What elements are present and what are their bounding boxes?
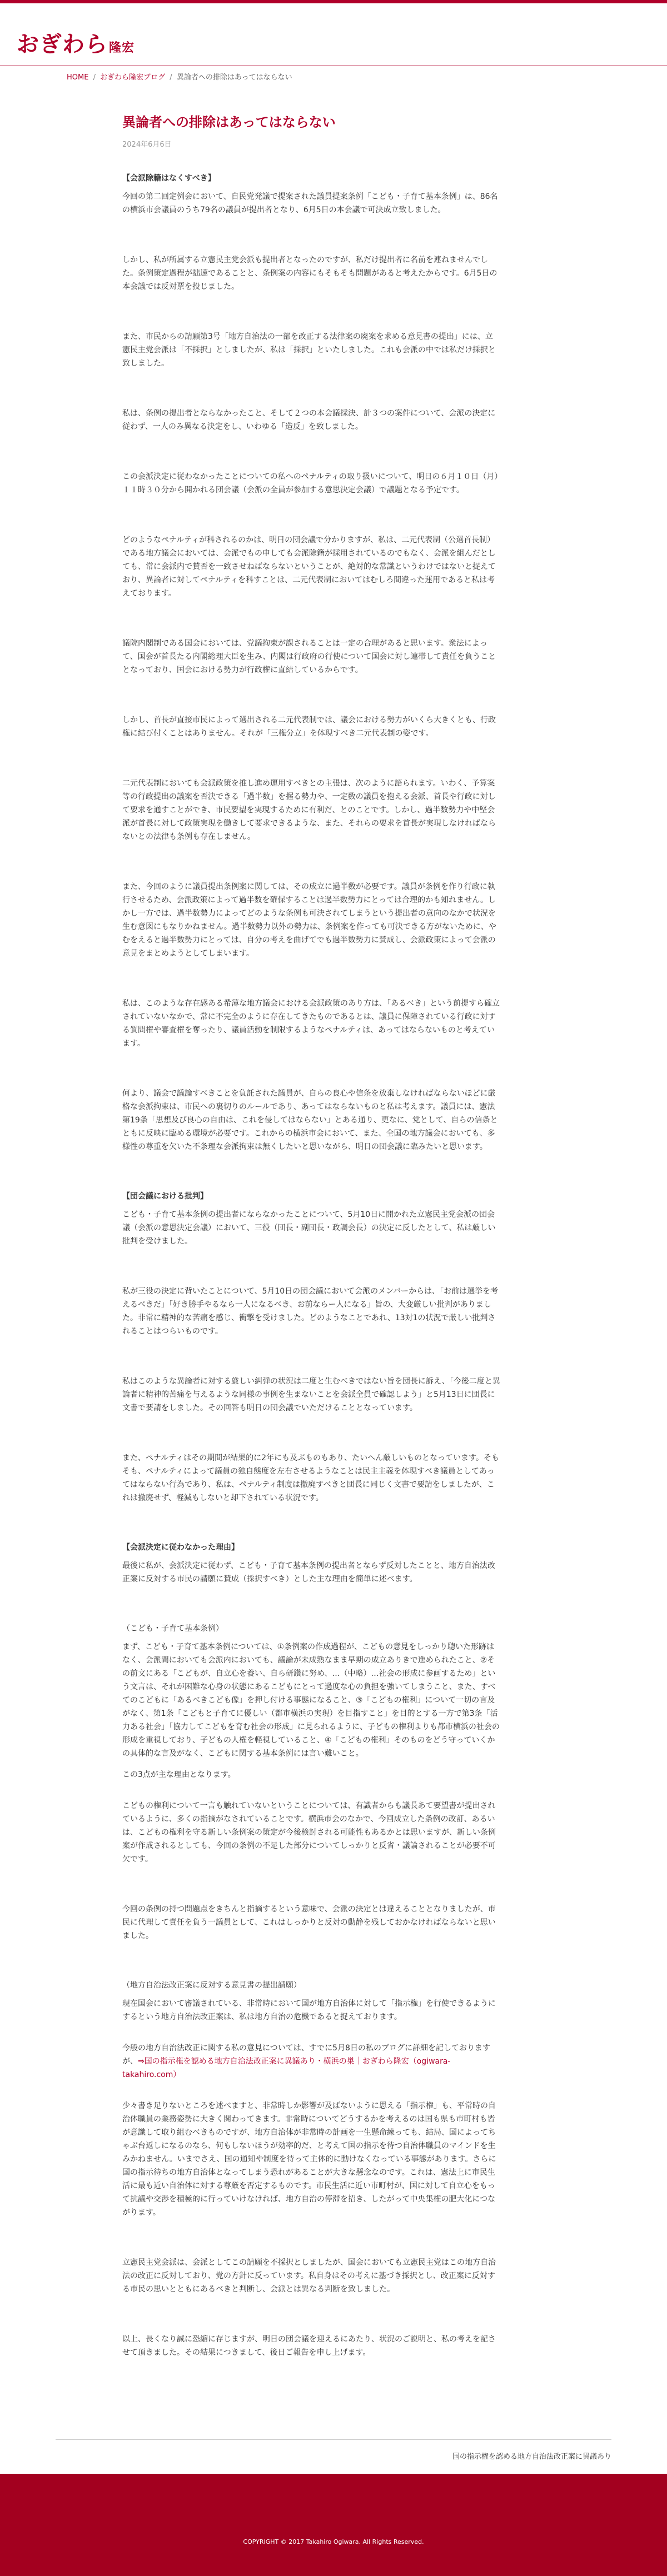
paragraph bbox=[122, 1375, 500, 1415]
paragraph bbox=[122, 533, 500, 600]
blog-link[interactable]: ⇒国の指示権を認める地方自治法改正案に異議あり・横浜の巣｜おぎわら隆宏（ogiwara-takahiro.com） bbox=[122, 2057, 451, 2079]
article bbox=[122, 111, 500, 2396]
paragraph bbox=[122, 330, 500, 370]
paragraph bbox=[122, 1640, 500, 1760]
paragraph-text: 以上、長くなり誠に恐縮に存じますが、明日の団会議を迎えるにあたり、状況のご説明と、私の考えを記させて頂きました。その結果につきまして、後日ご報告を申し上げます。 bbox=[122, 2335, 496, 2357]
logo-main: おぎわら bbox=[17, 32, 108, 57]
sub-heading bbox=[122, 1979, 500, 1990]
paragraph bbox=[122, 777, 500, 843]
paragraph-text: 今回の条例の持つ問題点をきちんと指摘するという意味で、会派の決定とは違えることとなりましたが、市民に代理して責任を負う一議員として、これはしっかりと反対の動静を残しておかなければならないと思いました。 bbox=[122, 1905, 496, 1940]
paragraph bbox=[122, 1768, 500, 1781]
paragraph-text: 【会派決定に従わなかった理由】 bbox=[122, 1543, 239, 1552]
paragraph bbox=[122, 1285, 500, 1338]
paragraph-text: しかし、首長が直接市民によって選出される二元代表制では、議会における勢力がいくら大きくとも、行政権に結び付くことはありません。それが「三権分立」を体現すべき二元代表制の姿です。 bbox=[122, 716, 496, 738]
paragraph-text: 私が三役の決定に背いたことについて、5月10日の団会議において会派のメンバーからは、「お前は選挙を考えるべきだ」「好き勝手やるなら一人になるべき、お前ならー人になる」旨の、大変厳しい批判がありました。非常に精神的な苦痛を感じ、衝撃を受けました。どのようなことであれ、13対1の状況で厳しい批判されることはつらいものです。 bbox=[122, 1287, 499, 1336]
paragraph bbox=[122, 2099, 500, 2219]
paragraph-text: （地方自治法改正案に反対する意見書の提出請願） bbox=[122, 1981, 301, 1990]
paragraph-text: 最後に私が、会派決定に従わず、こども・子育て基本条例の提出者とならず反対したことと、地方自治法改正案に反対する市民の請願に賛成（採択すべき）とした主な理由を簡単に述べます。 bbox=[122, 1561, 495, 1584]
section-heading bbox=[122, 1541, 500, 1552]
paragraph-text: （こども・子育て基本条例） bbox=[122, 1624, 223, 1633]
post-date: 2024年6月6日 bbox=[122, 141, 172, 149]
paragraph bbox=[122, 407, 500, 433]
site-footer bbox=[0, 2474, 667, 2576]
paragraph-text: まず、こども・子育て基本条例については、①条例案の作成過程が、こどもの意見をしっかり聴いた形跡はなく、会派間においても会派内においても、議論が未成熟なまま早期の成立ありきで進められたこと、②その前文にある「こどもが、自立心を養い、自ら研鑽に努め、…（中略）…社会の形成に参画するため」という文言は、それが困難な心身の状態にあるこどもにとって過度な心の負担を強いてしまうこと、また、すべてのこどもに「あるべきこども像」を押し付ける事態になること、③「こどもの権利」について一切の言及がなく、第1条「こどもと子育てに優しい（都市横浜の実現）を目指すこと」を目的とする一方で第3条「活力ある社会」「協力してこどもを育む社会の形成」に見られるように、子どもの権利よりも都市横浜の社会の形成を重視しており、子どもの人権を軽視していること、④「こどもの権利」そのものをどう守っていくかの具体的な言及がなく、こどもに関する基本条例には言い難いこと。 bbox=[122, 1643, 500, 1758]
paragraph bbox=[122, 2333, 500, 2359]
paragraph bbox=[122, 997, 500, 1050]
paragraph-text: 今般の地方自治法改正に関する私の意見については、すでに5月8日の私のブログに詳細を記しておりますが、 bbox=[122, 2044, 490, 2066]
section-heading bbox=[122, 172, 500, 183]
paragraph bbox=[122, 1451, 500, 1505]
paragraph-text: どのようなペナルティが科されるのかは、明日の団会議で分かりますが、私は、二元代表制（公選首長制）である地方議会においては、会派でもの申しても会派除籍が採用されているのでもなく、会派を組んだとしても、常に会派内で賛否を一致させねばならないということが、絶対的な常識というわけではないと捉えており、異論者に対してペナルティを科すことは、二元代表制においてはむしろ間違った運用であると私は考えております。 bbox=[122, 536, 496, 598]
divider bbox=[56, 2439, 611, 2440]
paragraph bbox=[122, 1903, 500, 1943]
site-header bbox=[0, 0, 667, 66]
paragraph-text: この3点が主な理由となります。 bbox=[122, 1770, 236, 1779]
breadcrumb-home[interactable]: HOME bbox=[67, 73, 89, 82]
breadcrumb-sep: / bbox=[93, 73, 96, 82]
article-body bbox=[122, 172, 500, 2359]
paragraph-text: この会派決定に従わなかったことについての私へのペナルティの取り扱いについて、明日の６月１０日（月）１１時３０分から開かれる団会議（会派の全員が参加する意思決定会議）で議題となる予定です。 bbox=[122, 472, 499, 495]
paragraph bbox=[122, 637, 500, 677]
paragraph-text: 何より、議会で議論すべきことを負託された議員が、自らの良心や信条を放棄しなければならないほどに厳格な会派拘束は、市民への裏切りのルールであり、あってはならないものと私は考えます。議員には、憲法第19条「思想及び良心の自由は、これを侵してはならない」とある通り、更なに、党として、自らの信条とともに反映に臨める環境が必要です。これからの横浜市会において、また、全国の地方議会においても、多様性の尊重を欠いた不条理な会派拘束は無くしたいと思いながら、明日の団会議に臨みたいと思います。 bbox=[122, 1089, 498, 1151]
paragraph-text: また、今回のように議員提出条例案に関しては、その成立に過半数が必要です。議員が条例を作り行政に執行させるため、会派政策によって過半数を確保することは過半数勢力にとっては合理的かも知れません。しかし一方では、過半数勢力によってどのような条例も可決されてしまうという提出者の意向のなかで状況を生む意図にもなりかねません。過半数勢力以外の勢力は、条例案を作っても可決できる方がないために、やむをえると過半数勢力にとっては、自分の考えを曲げてでも過半数勢力に賛成し、会派政策によって会派の意見をまとめようとしてしまいます。 bbox=[122, 882, 496, 958]
paragraph-text: 議院内閣制である国会においては、党議拘束が課されることは一定の合理があると思います。衆法によって、国会が首長たる内閣総理大臣を生み、内閣は行政府の行使について国会に対し連帯して責任を負うこととなっており、国会における勢力が行政権に直結しているからです。 bbox=[122, 639, 496, 675]
paragraph-text: 私はこのような異論者に対する厳しい糾弾の状況は二度と生むべきではない旨を団長に訴え、「今後二度と異論者に精神的苦痛を与えるような同様の事例を生まないことを会派全員で確認しよう」と5月13日に団長に文書で要請をしました。その回答も明日の団会議でいただけることとなっています。 bbox=[122, 1377, 500, 1412]
site-logo[interactable] bbox=[17, 27, 135, 58]
paragraph-text: 【団会議における批判】 bbox=[122, 1192, 208, 1201]
breadcrumb bbox=[67, 71, 292, 82]
paragraph bbox=[122, 470, 500, 497]
section-heading bbox=[122, 1190, 500, 1201]
paragraph bbox=[122, 190, 500, 217]
paragraph-text: 立憲民主党会派は、会派としてこの請願を不採択としましたが、国会においても立憲民主党はこの地方自治法の改正に反対しており、党の方針に反っています。私自身はその考えに基づき採択とし、改正案に反対する市民の思いとともにあるべきと判断し、会派とは異なる判断を致しました。 bbox=[122, 2258, 496, 2294]
paragraph-text: 現在国会において審議されている、非常時において国が地方自治体に対して「指示権」を行使できるようにするという地方自治法改正案は、私は地方自治の危機であると捉えております。 bbox=[122, 1999, 496, 2021]
paragraph bbox=[122, 2256, 500, 2296]
paragraph-text: 少々書き足りないところを述べますと、非常時しか影響が及ばないように思える「指示権」も、平常時の自治体職員の業務姿勢に大きく関わってきます。非常時についてどうするかを考えるのは国も県も市町村も皆が意識して取り組むべきものですが、地方自治体が非常時の計画を一生懸命練っても、結局、国によってちゃぶ台返しになるのなら、何もしないほうが効率的だ、と考えて国の指示を待つ自治体職員のマインドを生みかねません。いまでさえ、国の通知や制度を待って主体的に動けなくなっている事態があります。さらに国の指示待ちの地方自治体となってしまう恐れがあることが大きな懸念なのです。これは、憲法上に市民生活に最も近い自治体に対する尊厳を否定するものです。市民生活に近い市町村が、国に対して自立心をもって抗議や交渉を積極的に行っていけなければ、地方自治の停滞を招き、したがって中央集権の肥大化につながります。 bbox=[122, 2101, 496, 2217]
breadcrumb-blog[interactable]: おぎわら隆宏ブログ bbox=[100, 73, 166, 82]
sub-heading bbox=[122, 1623, 500, 1634]
related-post-link[interactable]: 国の指示権を認める地方自治法改正案に異議あり bbox=[452, 2453, 611, 2461]
paragraph-text: 今回の第二回定例会において、自民党発議で提案された議員提案条例「こども・子育て基本条例」は、86名の横浜市会議員のうち79名の議員が提出者となり、6月5日の本会議で可決成立致しました。 bbox=[122, 192, 498, 214]
paragraph-text: しかし、私が所属する立憲民主党会派も提出者となったのですが、私だけ提出者に名前を連ねませんでした。条例策定過程が拙速であることと、条例案の内容にもそもそも問題があると考えたからです。6月5日の本会議では反対票を投じました。 bbox=[122, 256, 497, 291]
paragraph bbox=[122, 1087, 500, 1154]
paragraph bbox=[122, 880, 500, 960]
copyright: COPYRIGHT © 2017 Takahiro Ogiwara. All Rights Reserved. bbox=[243, 2538, 424, 2545]
paragraph bbox=[122, 253, 500, 293]
paragraph bbox=[122, 2041, 500, 2081]
paragraph-text: また、市民からの請願第3号「地方自治法の一部を改正する法律案の廃案を求める意見書の提出」には、立憲民主党会派は「不採択」としましたが、私は「採択」といたしました。これも会派の中では私だけ採択と致しました。 bbox=[122, 332, 496, 368]
paragraph bbox=[122, 1208, 500, 1248]
paragraph-text: また、ペナルティはその期間が結果的に2年にも及ぶものもあり、たいへん厳しいものとなっています。そもそも、ペナルティによって議員の独自態度を左右させるようなことは民主主義を体現すべき議員としてあってはならない行為であり、私は、ペナルティ制度は撤廃すべきと団長に同じく文書で要請をしましたが、これは撤廃せず、軽減もしないと却下されている状況です。 bbox=[122, 1454, 499, 1502]
paragraph bbox=[122, 1997, 500, 2024]
paragraph bbox=[122, 1799, 500, 1866]
paragraph-text: こどもの権利について一言も触れていないということについては、有識者からも議長あて要望書が提出されているように、多くの指摘がなされていることです。横浜市会のなかで、今回成立した条例の改訂、あるいは、こどもの権利を守る新しい条例案の策定が今後検討される可能性もあるかとは思いますが、新しい条例案が作成されるとしても、今回の条例の不足した部分についてしっかりと反省・議論されることが必要不可欠です。 bbox=[122, 1801, 496, 1864]
paragraph bbox=[122, 1559, 500, 1586]
breadcrumb-sep: / bbox=[170, 73, 172, 82]
paragraph-text: 私は、このような存在感ある希薄な地方議会における会派政策のあり方は、「あるべき」という前提すら確立されていないなかで、常に不完全のように存在してきたものであるとは、議員に保障されている行政に対する質問権や審査権を奪ったり、議員活動を制限するようなペナルティは、あってはならないものと考えています。 bbox=[122, 999, 500, 1048]
paragraph-text: 二元代表制においても会派政策を推し進め運用すべきとの主張は、次のように語られます。いわく、予算案等の行政提出の議案を否決できる「過半数」を握る勢力や、一定数の議員を抱える会派、首長や行政に対して要求を通すことができ、市民要望を実現するために有利だ、とのことです。しかし、過半数勢力や中堅会派が首長に対して政策実現を働きして要求できるような、また、それらの要求を首長が実現しなければならないとの法律も条例も存在しません。 bbox=[122, 779, 496, 841]
paragraph bbox=[122, 713, 500, 740]
page-title: 異論者への排除はあってはならない bbox=[122, 114, 336, 130]
logo-sub: 隆宏 bbox=[109, 41, 135, 55]
paragraph-text: 【会派除籍はなくすべき】 bbox=[122, 174, 216, 183]
paragraph-text: 私は、条例の提出者とならなかったこと、そして２つの本会議採決、計３つの案件について、会派の決定に従わず、一人のみ異なる決定をし、いわゆる「造反」を致しました。 bbox=[122, 409, 496, 431]
breadcrumb-current: 異論者への排除はあってはならない bbox=[176, 73, 292, 82]
paragraph-text: こども・子育て基本条例の提出者にならなかったことについて、5月10日に開かれた立憲民主党会派の団会議（会派の意思決定会議）において、三役（団長・副団長・政調会長）の決定に反したとして、私は厳しい批判を受けました。 bbox=[122, 1210, 496, 1246]
